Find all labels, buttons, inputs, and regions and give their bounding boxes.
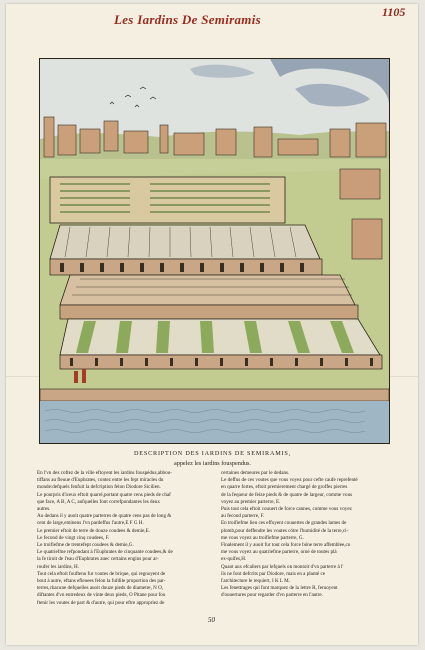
- text-line: Quant aux efcaliers par lefquels on montoit d'vn parterre à l': [221, 563, 344, 570]
- text-line: l'architecture le requiert, I K L M.: [221, 578, 290, 585]
- text-line: ils ne font defcrits par Diodore, mais en a planté ce: [221, 570, 325, 577]
- text-line: Le quatriefme refpondant à l'Euphrates de cinquante coudees,& de: [37, 549, 173, 556]
- text-line: En troifiefme lieu ces effoyent couuertes de grandes lames de: [221, 520, 347, 527]
- text-line: en quarre fortes, eftoit premierement chargé de groffes pierres: [221, 484, 348, 491]
- text-line: En l'vn des coftez de la ville eftoyent les iardins fouspédus,abbou-: [37, 470, 172, 476]
- text-line: Tout cela eftoit fouftenu fur voutes de brique, qui regnoyent de: [37, 570, 166, 577]
- header-page-number: 1105: [382, 5, 406, 19]
- text-line: Le fecond de vingt cinq coudees, F.: [37, 534, 110, 541]
- text-line: voyez au premier parterre, E.: [221, 498, 281, 505]
- text-line: Le deffus de ces voutes que vous voyez pour cefte caufe reprefenté: [221, 477, 358, 484]
- text-line: tiffans au fleuue d'Euphrates, contez entre les fept miracles du: [37, 477, 164, 484]
- text-line: diftantes d'vn entredeux de vinte deux pieds, O Pitane pour fou: [37, 592, 166, 599]
- text-line: Finalement il y auoit fur tout cela force bóne terre affemblee,co: [221, 542, 351, 549]
- text-line: Les fenettrages qui font marquez de la lettre R, feruoyent: [221, 585, 338, 592]
- text-line: la fe tiroit de l'eau d'Euphrates auec certains engins pour ar-: [37, 556, 159, 563]
- text-line: monde:defquels fenfuit la defcription felon Diodore Sicilien.: [37, 484, 161, 491]
- text-line: terres,chacune defquelles auoit douze pieds de diametre, N O,: [37, 585, 164, 592]
- text-line: roufer les iardins, H.: [37, 563, 80, 570]
- page-title: Les Iardins De Semiramis: [114, 12, 261, 27]
- caption-title: DESCRIPTION DES IARDINS DE SEMIRAMIS,: [134, 450, 291, 457]
- text-line: certaines demeures par le dedans.: [221, 470, 290, 476]
- text-column-right: [221, 470, 396, 600]
- text-line: que face, A B, A C, aufquelles font correfpondantes les deux: [37, 498, 160, 505]
- text-line: me vous voyez au quatriefme parterre, orné de toutes plá: [221, 549, 337, 556]
- footer-page-number: 50: [208, 616, 215, 624]
- text-line: au fecond parterre, F.: [221, 513, 265, 520]
- text-line: de la fequeur de feize pieds & de quatre de largeur, comme vous: [221, 491, 353, 498]
- text-line: ex-quifes,H.: [221, 556, 247, 563]
- text-line: Le pourpris d'iceux eftoit quarré,portant quatre cens pieds de chaf: [37, 491, 171, 498]
- text-line: Le troifiefme de trentefept coudees & demie,G.: [37, 542, 134, 549]
- text-line: autres.: [37, 506, 51, 513]
- caption-subtitle: appelez les iardins fouspendus.: [174, 460, 251, 467]
- text-line: Puis tout cela eftoit couuert de force cannes, comme vous voyez: [221, 506, 352, 513]
- text-line: me vous voyez au troifiefme parterre, G.: [221, 534, 304, 541]
- woodcut-illustration: [39, 58, 390, 444]
- text-line: d'ouuertures pour regarder d'vn parterre en l'autre.: [221, 592, 323, 599]
- text-line: Le premier eftoit de terre de douze coudees & demie,E.: [37, 527, 151, 534]
- gardens-engraving: [40, 59, 389, 443]
- text-column-left: [37, 470, 212, 607]
- text-line: plomb,pour deffendre les voutes cótre l'humidité de la terre,ci-: [221, 527, 349, 534]
- text-line: Au dedans il y auoit quatre parterres de quatre cens pas de long &: [37, 513, 172, 520]
- text-line: bout à autre, eftans efleuees felon la fufdite proportion des par-: [37, 578, 166, 585]
- text-line: cent de large,eminens l'vn pardeffus l'autre,E F G H.: [37, 520, 144, 527]
- text-line: ftenir les voutes de part & d'autre, qui pour eftre appropriez de: [37, 599, 165, 606]
